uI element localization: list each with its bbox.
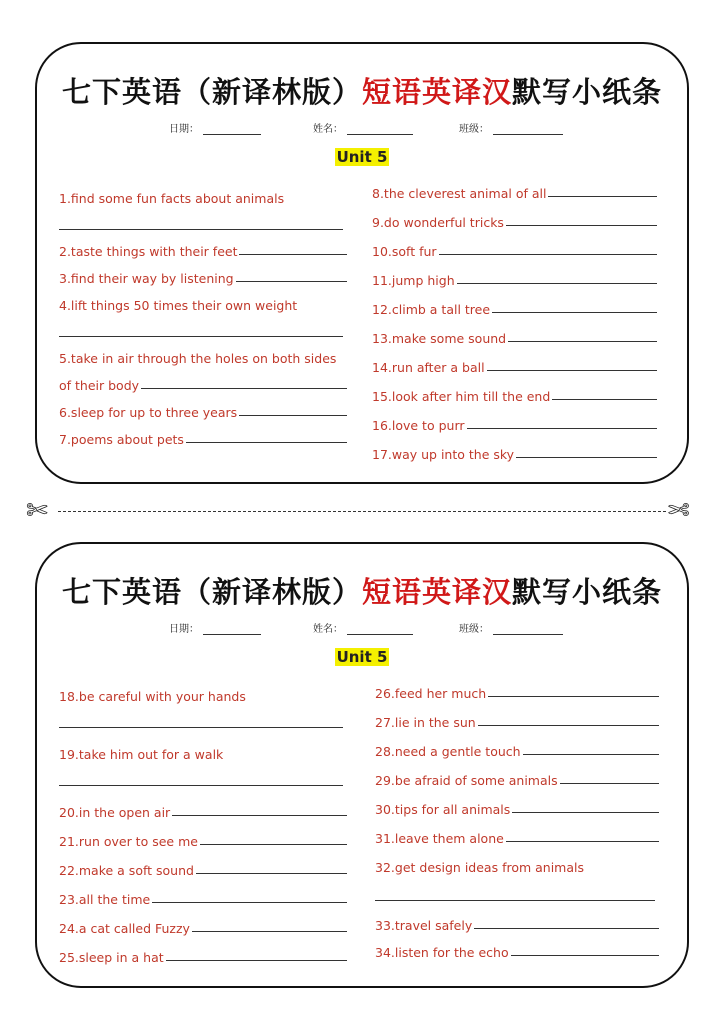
answer-line[interactable] bbox=[474, 928, 659, 929]
unit-label bbox=[37, 648, 687, 666]
phrase-item bbox=[59, 344, 347, 366]
answer-line[interactable] bbox=[511, 955, 659, 956]
answer-line[interactable] bbox=[375, 900, 655, 901]
phrase-item bbox=[375, 708, 659, 730]
phrase-text: 30.tips for all animals bbox=[375, 802, 511, 817]
answer-line[interactable] bbox=[196, 873, 347, 874]
phrase-text: 32.get design ideas from animals bbox=[375, 860, 585, 875]
class-label: 班级： bbox=[459, 124, 489, 135]
phrase-item bbox=[372, 382, 657, 404]
phrase-text: 4.lift things 50 times their own weight bbox=[59, 298, 298, 313]
answer-line[interactable] bbox=[172, 815, 347, 816]
answer-line[interactable] bbox=[560, 783, 659, 784]
answer-line[interactable] bbox=[59, 336, 343, 337]
phrase-item bbox=[372, 179, 657, 201]
phrase-item bbox=[59, 682, 347, 704]
phrase-text: 27.lie in the sun bbox=[375, 715, 476, 730]
answer-line[interactable] bbox=[548, 196, 657, 197]
answer-line[interactable] bbox=[239, 254, 347, 255]
class-field[interactable] bbox=[459, 120, 563, 135]
phrase-item bbox=[59, 740, 347, 762]
phrase-text: 8.the cleverest animal of all bbox=[372, 186, 547, 201]
unit-label-text: Unit 5 bbox=[336, 648, 388, 666]
class-blank[interactable] bbox=[493, 622, 563, 635]
name-blank[interactable] bbox=[347, 122, 413, 135]
worksheet-card-2 bbox=[35, 542, 689, 988]
phrase-text: 11.jump high bbox=[372, 273, 455, 288]
phrase-item bbox=[59, 291, 347, 313]
phrase-item bbox=[59, 856, 347, 878]
phrase-text: 21.run over to see me bbox=[59, 834, 198, 849]
name-label: 姓名： bbox=[313, 124, 343, 135]
class-field[interactable] bbox=[459, 620, 563, 635]
phrase-text: 23.all the time bbox=[59, 892, 151, 907]
title-part-red: 短语英译汉 bbox=[361, 575, 512, 609]
answer-line[interactable] bbox=[59, 727, 343, 728]
answer-line[interactable] bbox=[512, 812, 659, 813]
answer-line[interactable] bbox=[192, 931, 347, 932]
date-field[interactable] bbox=[169, 620, 261, 635]
phrase-item bbox=[375, 853, 659, 875]
answer-line[interactable] bbox=[506, 225, 657, 226]
phrase-item bbox=[372, 440, 657, 462]
unit-label bbox=[37, 148, 687, 166]
answer-line[interactable] bbox=[186, 442, 347, 443]
phrase-text: 5.take in air through the holes on both sides bbox=[59, 351, 337, 366]
phrase-item bbox=[372, 208, 657, 230]
answer-line[interactable] bbox=[439, 254, 657, 255]
phrase-item bbox=[372, 411, 657, 433]
answer-line[interactable] bbox=[488, 696, 659, 697]
answer-line[interactable] bbox=[200, 844, 347, 845]
phrase-text: 13.make some sound bbox=[372, 331, 507, 346]
phrase-text: 17.way up into the sky bbox=[372, 447, 515, 462]
phrase-text: 3.find their way by listening bbox=[59, 271, 234, 286]
answer-line[interactable] bbox=[478, 725, 659, 726]
phrase-item bbox=[372, 353, 657, 375]
phrase-text: 12.climb a tall tree bbox=[372, 302, 491, 317]
phrase-item bbox=[59, 914, 347, 936]
phrase-item bbox=[59, 425, 347, 447]
phrase-text: 20.in the open air bbox=[59, 805, 171, 820]
title-part-2: 默写小纸条 bbox=[512, 75, 663, 109]
phrase-item bbox=[372, 237, 657, 259]
phrase-text: 6.sleep for up to three years bbox=[59, 405, 238, 420]
scissors-icon: ✄ bbox=[26, 496, 48, 526]
title-part-1: 七下英语（新译林版） bbox=[61, 575, 362, 609]
phrase-text: 24.a cat called Fuzzy bbox=[59, 921, 190, 936]
date-blank[interactable] bbox=[203, 122, 261, 135]
info-fields bbox=[37, 620, 687, 640]
phrase-text: 34.listen for the echo bbox=[375, 945, 509, 960]
cut-line bbox=[58, 511, 666, 512]
phrase-item bbox=[59, 798, 347, 820]
date-blank[interactable] bbox=[203, 622, 261, 635]
phrase-text: 16.love to purr bbox=[372, 418, 465, 433]
phrase-item bbox=[375, 679, 659, 701]
scissors-icon: ✄ bbox=[668, 496, 690, 526]
answer-line[interactable] bbox=[487, 370, 657, 371]
phrase-text: 22.make a soft sound bbox=[59, 863, 194, 878]
phrase-text: 31.leave them alone bbox=[375, 831, 504, 846]
title-part-red: 短语英译汉 bbox=[361, 75, 512, 109]
title-part-1: 七下英语（新译林版） bbox=[61, 75, 362, 109]
answer-line[interactable] bbox=[552, 399, 657, 400]
name-field[interactable] bbox=[313, 120, 413, 135]
answer-line[interactable] bbox=[457, 283, 657, 284]
class-label: 班级： bbox=[459, 624, 489, 635]
answer-line[interactable] bbox=[523, 754, 659, 755]
phrase-text: 19.take him out for a walk bbox=[59, 747, 224, 762]
unit-label-text: Unit 5 bbox=[336, 148, 388, 166]
phrase-text: 28.need a gentle touch bbox=[375, 744, 521, 759]
info-fields bbox=[37, 120, 687, 140]
phrase-item bbox=[59, 943, 347, 965]
phrase-item bbox=[375, 938, 659, 960]
phrase-item bbox=[372, 266, 657, 288]
phrase-item bbox=[372, 324, 657, 346]
name-label: 姓名： bbox=[313, 624, 343, 635]
phrase-item bbox=[375, 911, 659, 933]
name-blank[interactable] bbox=[347, 622, 413, 635]
phrase-text: 33.travel safely bbox=[375, 918, 473, 933]
phrase-text: 14.run after a ball bbox=[372, 360, 485, 375]
date-label: 日期： bbox=[169, 624, 199, 635]
phrase-item bbox=[59, 885, 347, 907]
phrase-item bbox=[59, 184, 347, 206]
class-blank[interactable] bbox=[493, 122, 563, 135]
phrase-text: of their body bbox=[59, 378, 140, 393]
answer-line[interactable] bbox=[492, 312, 657, 313]
worksheet-title bbox=[37, 70, 687, 111]
phrase-text: 18.be careful with your hands bbox=[59, 689, 246, 704]
phrase-text: 29.be afraid of some animals bbox=[375, 773, 558, 788]
phrase-text: 9.do wonderful tricks bbox=[372, 215, 504, 230]
worksheet-title bbox=[37, 570, 687, 611]
worksheet-card-1 bbox=[35, 42, 689, 484]
phrase-text: 10.soft fur bbox=[372, 244, 437, 259]
answer-line[interactable] bbox=[152, 902, 347, 903]
answer-line[interactable] bbox=[516, 457, 657, 458]
phrase-text: 7.poems about pets bbox=[59, 432, 184, 447]
answer-line[interactable] bbox=[239, 415, 347, 416]
date-field[interactable] bbox=[169, 120, 261, 135]
phrase-item-continuation bbox=[59, 371, 347, 393]
phrase-item bbox=[375, 795, 659, 817]
answer-line[interactable] bbox=[508, 341, 657, 342]
answer-line[interactable] bbox=[59, 785, 343, 786]
answer-line[interactable] bbox=[236, 281, 347, 282]
title-part-2: 默写小纸条 bbox=[512, 575, 663, 609]
phrase-item bbox=[375, 737, 659, 759]
answer-line[interactable] bbox=[141, 388, 347, 389]
name-field[interactable] bbox=[313, 620, 413, 635]
phrase-text: 26.feed her much bbox=[375, 686, 487, 701]
phrase-text: 2.taste things with their feet bbox=[59, 244, 238, 259]
phrase-item bbox=[59, 237, 347, 259]
phrase-item bbox=[372, 295, 657, 317]
phrase-text: 1.find some fun facts about animals bbox=[59, 191, 285, 206]
date-label: 日期： bbox=[169, 124, 199, 135]
phrase-item bbox=[59, 264, 347, 286]
phrase-item bbox=[59, 827, 347, 849]
answer-line[interactable] bbox=[59, 229, 343, 230]
phrase-item bbox=[59, 398, 347, 420]
phrase-item bbox=[375, 824, 659, 846]
phrase-text: 25.sleep in a hat bbox=[59, 950, 164, 965]
phrase-text: 15.look after him till the end bbox=[372, 389, 551, 404]
phrase-item bbox=[375, 766, 659, 788]
answer-line[interactable] bbox=[506, 841, 659, 842]
answer-line[interactable] bbox=[467, 428, 658, 429]
answer-line[interactable] bbox=[166, 960, 347, 961]
